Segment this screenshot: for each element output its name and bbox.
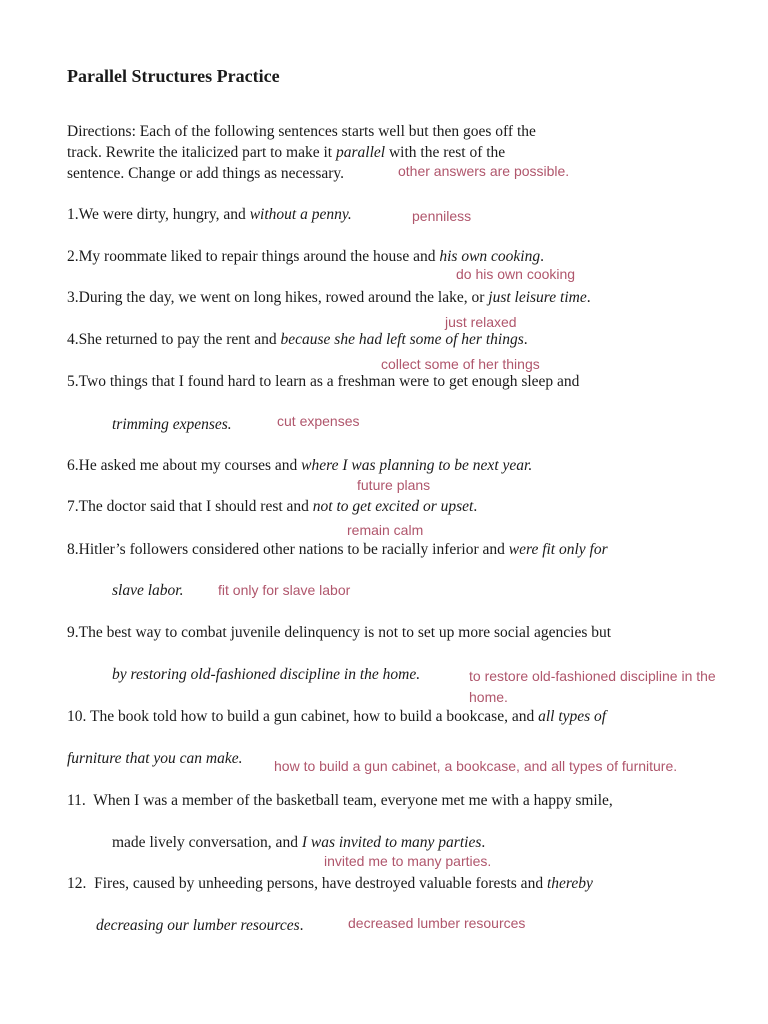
sentence-8 — [67, 541, 608, 559]
item-number: 6. — [67, 457, 79, 474]
sentence-6 — [67, 457, 532, 475]
sentence-text: . — [523, 331, 528, 348]
sentence-7 — [67, 498, 477, 516]
sentence-text: Fires, caused by unheeding persons, have destroyed valuable forests and — [86, 875, 547, 892]
sentence-text: She returned to pay the rent and — [78, 331, 281, 348]
sentence-text: Two things that I found hard to learn as a freshman were to get enough sleep and — [78, 373, 580, 390]
sentence-text: . — [540, 248, 544, 265]
sentence-text: The book told how to build a gun cabinet, how to build a bookcase, and — [86, 708, 539, 725]
italic-part: because she had left some of her things — [280, 331, 524, 348]
sentence-text: . — [586, 289, 591, 306]
sentence-4 — [67, 331, 528, 349]
sentence-9-continued — [112, 666, 420, 684]
answer-5: cut expenses — [277, 413, 360, 429]
sentence-text: We were dirty, hungry, and — [78, 206, 250, 223]
italic-part: decreasing our lumber resources — [96, 917, 300, 934]
item-number: 9. — [67, 624, 79, 641]
sentence-5-continued — [112, 416, 232, 434]
directions-italic: parallel — [336, 144, 386, 161]
directions-line-1: Directions: Each of the following sentences starts well but then goes off the — [67, 123, 536, 140]
sentence-2 — [67, 248, 544, 266]
directions-text: with the rest of the — [385, 144, 506, 161]
directions-note: other answers are possible. — [398, 163, 570, 179]
item-number: 11. — [67, 792, 86, 809]
answer-10: how to build a gun cabinet, a bookcase, and all types of furniture. — [274, 758, 678, 774]
italic-part: were fit only for — [508, 541, 608, 558]
answer-1: penniless — [412, 208, 472, 224]
sentence-text: . — [481, 834, 486, 851]
item-number: 3. — [67, 289, 79, 306]
sentence-12-continued — [96, 917, 304, 935]
answer-9-line-2: home. — [469, 689, 508, 705]
sentence-9 — [67, 624, 611, 642]
sentence-12 — [67, 875, 593, 893]
italic-part: not to get excited or upset — [312, 498, 474, 515]
sentence-text: When I was a member of the basketball team, everyone met me with a happy smile, — [85, 792, 613, 809]
sentence-10-continued — [67, 750, 243, 768]
answer-8: fit only for slave labor — [218, 582, 351, 598]
answer-3: just relaxed — [445, 314, 517, 330]
italic-part: furniture that you can make. — [67, 750, 243, 767]
sentence-8-continued — [112, 582, 183, 600]
answer-12: decreased lumber resources — [348, 915, 526, 931]
item-number: 10. — [67, 708, 87, 725]
italic-part: just leisure time — [488, 289, 587, 306]
directions-line-2 — [67, 144, 505, 162]
answer-11: invited me to many parties. — [324, 853, 492, 869]
italic-part: all types of — [538, 708, 607, 725]
item-number: 12. — [67, 875, 87, 892]
sentence-text: Hitler’s followers considered other nations to be racially inferior and — [78, 541, 509, 558]
page-title: Parallel Structures Practice — [67, 66, 280, 86]
sentence-text: During the day, we went on long hikes, rowed around the lake, or — [78, 289, 489, 306]
sentence-text: . — [473, 498, 478, 515]
sentence-text: The doctor said that I should rest and — [78, 498, 313, 515]
italic-part: trimming expenses. — [112, 416, 232, 433]
answer-2: do his own cooking — [456, 266, 576, 282]
sentence-11 — [67, 792, 613, 810]
sentence-text: The best way to combat juvenile delinquency is not to set up more social agencies but — [78, 624, 612, 641]
item-number: 7. — [67, 498, 79, 515]
sentence-text: . — [299, 917, 304, 934]
italic-part: thereby — [546, 875, 593, 892]
sentence-10 — [67, 708, 606, 726]
italic-part: his own cooking — [439, 248, 541, 265]
answer-4: collect some of her things — [381, 356, 540, 372]
italic-part: slave labor. — [112, 582, 184, 599]
answer-9-line-1: to restore old-fashioned discipline in the — [469, 668, 716, 684]
item-number: 8. — [67, 541, 79, 558]
directions-text: track. Rewrite the italicized part to make it — [67, 144, 336, 161]
item-number: 2. — [67, 248, 79, 265]
italic-part: without a penny. — [249, 206, 352, 223]
sentence-1 — [67, 206, 352, 224]
sentence-text: He asked me about my courses and — [78, 457, 302, 474]
answer-7: remain calm — [347, 522, 424, 538]
sentence-text: My roommate liked to repair things around the house and — [78, 248, 440, 265]
sentence-text: made lively conversation, and — [112, 834, 302, 851]
directions-line-3: sentence. Change or add things as necessary. — [67, 165, 345, 182]
item-number: 4. — [67, 331, 79, 348]
italic-part: by restoring old-fashioned discipline in the home. — [112, 666, 421, 683]
item-number: 1. — [67, 206, 79, 223]
italic-part: I was invited to many parties — [301, 834, 482, 851]
item-number: 5. — [67, 373, 79, 390]
italic-part: where I was planning to be next year. — [301, 457, 533, 474]
sentence-3 — [67, 289, 591, 307]
sentence-11-continued — [112, 834, 485, 852]
answer-6: future plans — [357, 477, 431, 493]
sentence-5 — [67, 373, 579, 391]
